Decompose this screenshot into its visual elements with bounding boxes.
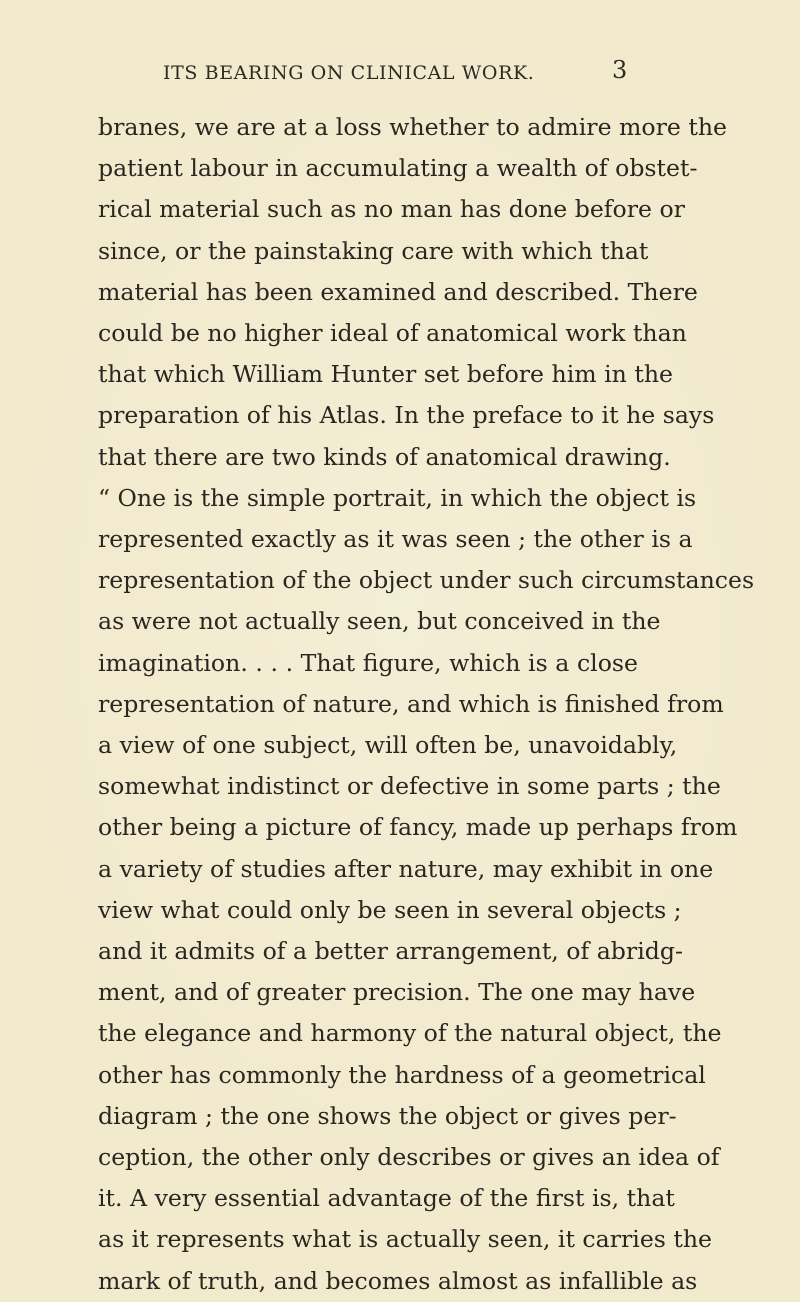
text-line: representation of nature, and which is finished from — [98, 689, 724, 718]
text-line: mark of truth, and becomes almost as infallible as — [98, 1266, 698, 1295]
text-line: that there are two kinds of anatomical drawing. — [98, 442, 671, 471]
text-line: other being a picture of fancy, made up perhaps from — [98, 813, 738, 842]
text-line: ception, the other only describes or gives an idea of — [98, 1143, 720, 1172]
text-line: representation of the object under such circumstances — [98, 566, 755, 595]
text-line: as were not actually seen, but conceived in the — [98, 607, 661, 636]
body-text — [98, 107, 755, 1302]
text-line: a view of one subject, will often be, unavoidably, — [98, 731, 678, 760]
text-line: the elegance and harmony of the natural object, the — [98, 1019, 722, 1048]
text-line: could be no higher ideal of anatomical work than — [98, 319, 687, 348]
text-line: material has been examined and described. There — [98, 277, 698, 306]
text-line: ment, and of greater precision. The one may have — [98, 978, 696, 1007]
text-line: patient labour in accumulating a wealth of obstet- — [98, 154, 698, 183]
text-line: “ One is the simple portrait, in which the object is — [98, 483, 697, 512]
text-line: and it admits of a better arrangement, of abridg- — [98, 937, 683, 966]
text-line: view what could only be seen in several objects ; — [98, 895, 682, 924]
running-head: ITS BEARING ON CLINICAL WORK. — [163, 62, 535, 84]
text-line: a variety of studies after nature, may exhibit in one — [98, 854, 714, 883]
text-line: rical material such as no man has done before or — [98, 195, 685, 224]
text-line: preparation of his Atlas. In the preface to it he says — [98, 401, 715, 430]
text-line: somewhat indistinct or defective in some parts ; the — [98, 772, 721, 801]
text-line: that which William Hunter set before him in the — [98, 360, 674, 389]
text-line: it. A very essential advantage of the first is, that — [98, 1184, 675, 1213]
text-line: diagram ; the one shows the object or gives per- — [98, 1101, 677, 1130]
text-line: represented exactly as it was seen ; the other is a — [98, 525, 693, 554]
text-line: as it represents what is actually seen, it carries the — [98, 1225, 713, 1254]
text-line: branes, we are at a loss whether to admire more the — [98, 113, 728, 141]
text-line: imagination. . . . That figure, which is a close — [98, 648, 638, 677]
text-line: other has commonly the hardness of a geometrical — [98, 1060, 706, 1089]
page-number: 3 — [612, 56, 628, 84]
text-line: since, or the painstaking care with which that — [98, 236, 649, 265]
